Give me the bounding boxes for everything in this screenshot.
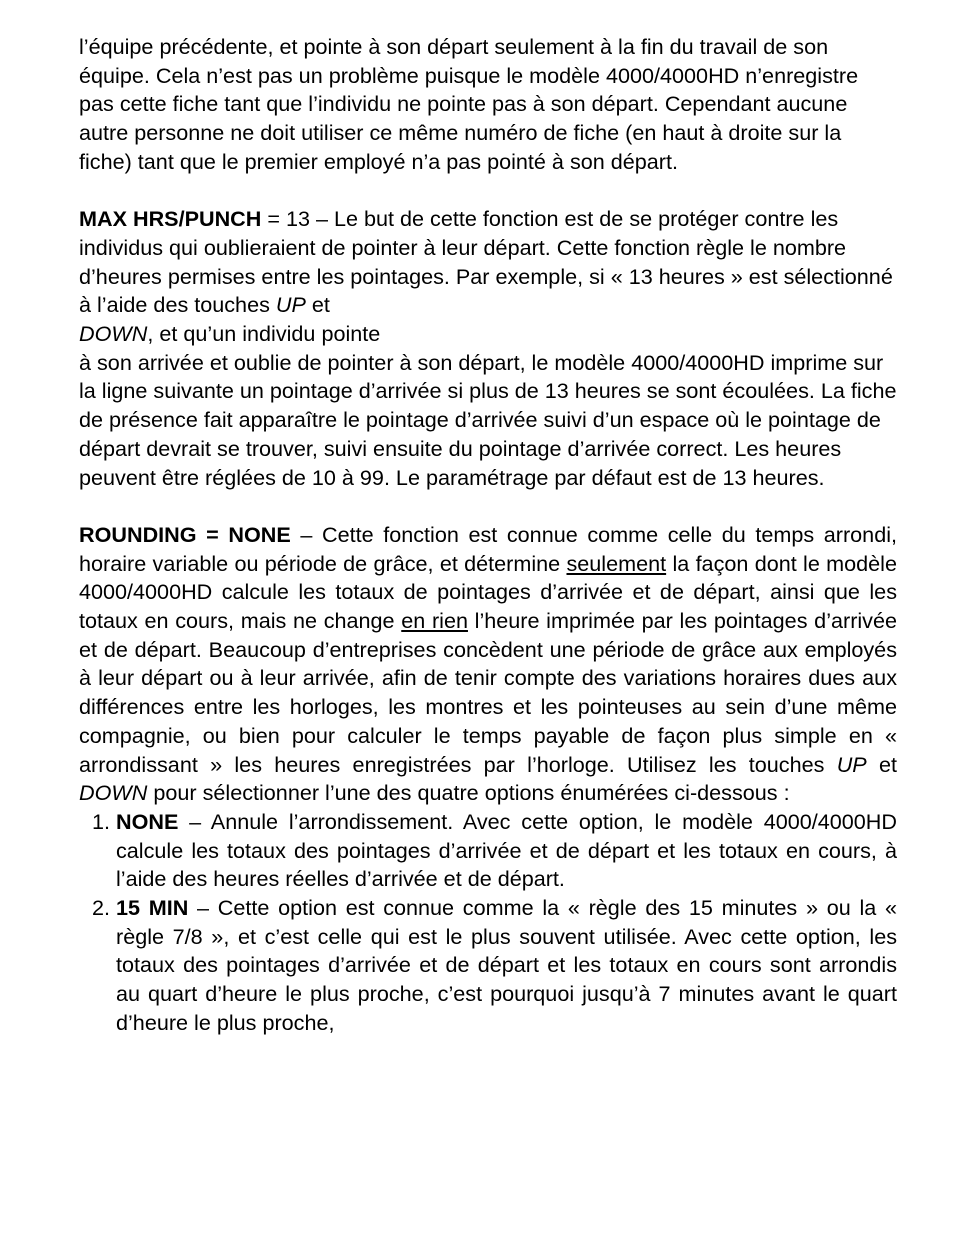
rounding-heading: ROUNDING = NONE — [79, 521, 291, 547]
option-text: – Cette option est connue comme la « règle des 15 minutes » ou la « règle 7/8 », et c’est celle qui est le plus souvent utilisée. Avec cette option, les totaux des pointages d’arrivée et de départ et les totaux en cours sont arrondis au quart d’heure le plus proche, c’est pourquoi jusqu’à 7 minutes avant le quart d’heure le plus proche, — [116, 895, 897, 1035]
rounding-underline-en-rien: en rien — [401, 608, 468, 634]
max-hrs-text-c: , et qu’un individu pointe — [147, 321, 381, 347]
paragraph-spacer — [79, 492, 897, 521]
rounding-key-up: UP — [836, 751, 867, 777]
max-hrs-text-d: à son arrivée et oublie de pointer à son départ, le modèle 4000/4000HD imprime sur la ligne suivante un pointage d’arrivée si plus de 13 heures se sont écoulées. La fiche de présence fait apparaître le pointage d’arrivée suivi d’un espace où le pointage de départ devrait se trouver, suivi ensuite du pointage d’arrivée correct. Les heures peuvent être réglées de 10 à 99. Le paramétrage par défaut est de 13 heures. — [79, 349, 897, 490]
rounding-underline-seulement: seulement — [566, 550, 667, 576]
rounding-text-d: et — [866, 751, 897, 777]
rounding-key-down: DOWN — [79, 780, 148, 806]
intro-paragraph — [79, 33, 897, 177]
option-label: 15 MIN — [116, 895, 189, 921]
max-hrs-heading: MAX HRS/PUNCH — [79, 206, 262, 232]
max-hrs-key-down: DOWN — [79, 321, 148, 347]
rounding-options-list — [79, 808, 897, 1038]
max-hrs-text-a: = 13 – Le but de cette fonction est de se protéger contre les individus qui oublieraient de pointer à leur départ. Cette fonction règle le nombre d’heures permises entre les pointages. Par exemple, si « 13 heures » est sélectionné à l’aide des touches — [79, 206, 893, 318]
rounding-paragraph — [79, 521, 897, 808]
rounding-text-a: – Cette fonction est connue comme celle du temps arrondi, horaire variable ou période de grâce, et détermine — [79, 521, 897, 576]
document-page — [79, 33, 897, 1038]
option-text: – Annule l’arrondissement. Avec cette option, le modèle 4000/4000HD calcule les totaux des pointages d’arrivée et de départ et les totaux en cours, à l’aide des heures réelles d’arrivée et de départ. — [116, 808, 897, 892]
option-label: NONE — [116, 808, 179, 834]
max-hrs-key-up: UP — [275, 292, 306, 318]
max-hrs-text-b: et — [305, 292, 330, 318]
list-item — [116, 808, 897, 894]
paragraph-spacer — [79, 177, 897, 206]
rounding-text-e: pour sélectionner l’une des quatre options énumérées ci-dessous : — [147, 780, 790, 806]
list-item — [116, 894, 897, 1038]
rounding-text-c: l’heure imprimée par les pointages d’arrivée et de départ. Beaucoup d’entreprises concèdent une période de grâce aux employés à leur départ ou à leur arrivée, afin de tenir compte des variations horaires dues aux différences entre les horloges, les montres et les pointeuses au sein d’une même compagnie, ou bien pour calculer le temps payable de façon plus simple en « arrondissant » les heures enregistrées par l’horloge. Utilisez les touches — [79, 608, 897, 777]
max-hrs-paragraph — [79, 205, 897, 492]
rounding-text-b: la façon dont le modèle 4000/4000HD calcule les totaux de pointages d’arrivée et de départ, ainsi que les totaux en cours, mais ne change — [79, 550, 897, 634]
intro-text: l’équipe précédente, et pointe à son départ seulement à la fin du travail de son équipe. Cela n’est pas un problème puisque le modèle 4000/4000HD n’enregistre pas cette fiche tant que l’individu ne pointe pas à son départ. Cependant aucune autre personne ne doit utiliser ce même numéro de fiche (en haut à droite sur la fiche) tant que le premier employé n’a pas pointé à son départ. — [79, 34, 859, 174]
